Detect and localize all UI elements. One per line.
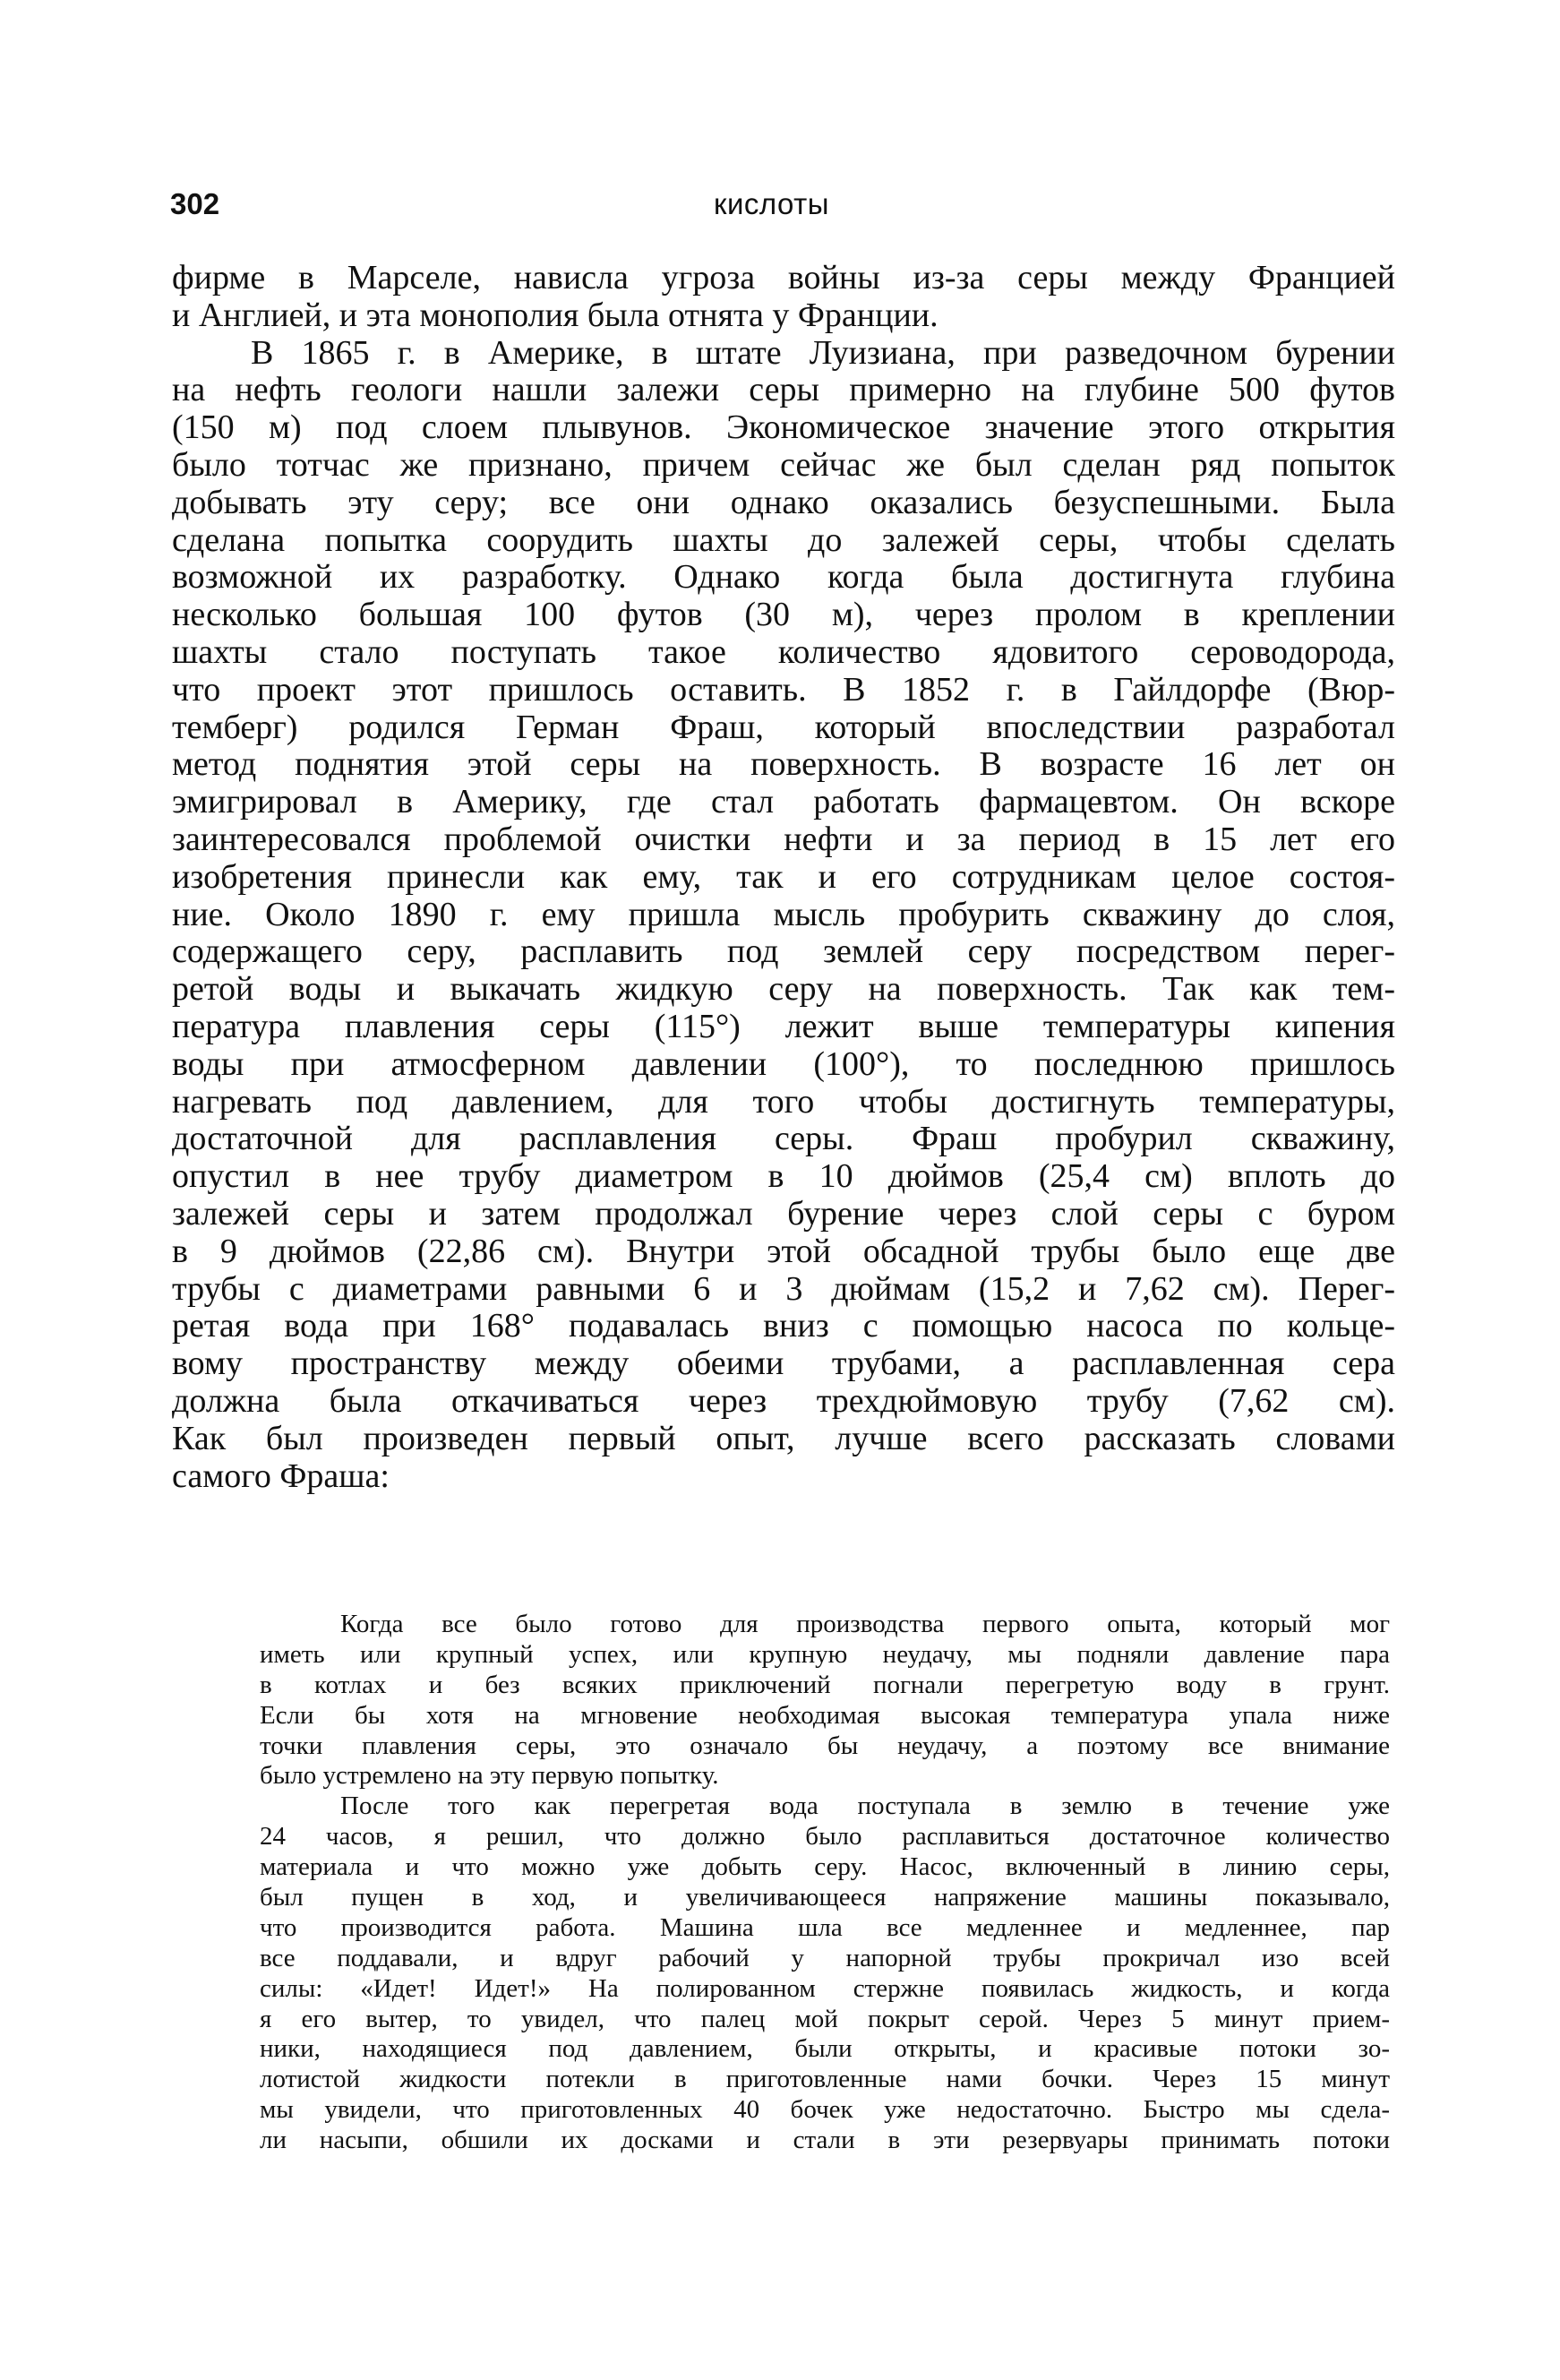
quote-line: Если бы хотя на мгновение необходимая высокая температура упала ниже [260, 1700, 1390, 1730]
text-line: воды при атмосферном давлении (100°), то последнюю пришлось [172, 1044, 1395, 1083]
text-line: эмигрировал в Америку, где стал работать фармацевтом. Он вскоре [172, 783, 1395, 821]
quote-line: Когда все было готово для производства первого опыта, который мог [340, 1610, 1390, 1638]
text-line: шахты стало поступать такое количество ядовитого сероводорода, [172, 632, 1395, 671]
running-head: кислоты [714, 187, 829, 220]
text-line: вому пространству между обеими трубами, а расплавленная сера [172, 1345, 1395, 1383]
quote-line: был пущен в ход, и увеличивающееся напряжение машины показывало, [260, 1883, 1390, 1912]
quote-line: 24 часов, я решил, что должно было расплавиться достаточное количество [260, 1822, 1390, 1852]
text-line: ретой воды и выкачать жидкую серу на поверхность. Так как тем- [172, 970, 1395, 1009]
quote-line: было устремлено на эту первую попытку. [260, 1761, 719, 1791]
text-line: и Англией, и эта монополия была отнята у Франции. [172, 296, 939, 334]
quotation-block [260, 1610, 1390, 2156]
text-line: добывать эту серу; все они однако оказались безуспешными. Была [172, 483, 1395, 521]
quote-line: лотистой жидкости потекли в приготовленные нами бочки. Через 15 минут [260, 2065, 1390, 2094]
text-line: несколько большая 100 футов (30 м), через пролом в креплении [172, 596, 1395, 634]
quote-line: все поддавали, и вдруг рабочий у напорной трубы прокричал изо всей [260, 1943, 1390, 1972]
text-line: трубы с диаметрами равными 6 и 3 дюймам (15,2 и 7,62 см). Перег- [172, 1269, 1395, 1308]
quote-line: После того как перегретая вода поступала в землю в течение уже [340, 1791, 1390, 1821]
text-line: Как был произведен первый опыт, лучше всего рассказать словами [172, 1419, 1395, 1457]
text-line: ние. Около 1890 г. ему пришла мысль пробурить скважину до слоя, [172, 895, 1395, 933]
text-line: метод поднятия этой серы на поверхность. В возрасте 16 лет он [172, 745, 1395, 784]
text-line: было тотчас же признано, причем сейчас же был сделан ряд попыток [172, 445, 1395, 484]
quote-line: мы увидели, что приготовленных 40 бочек уже недостаточно. Быстро мы сдела- [260, 2095, 1390, 2125]
main-text [172, 260, 1395, 1495]
text-line: в 9 дюймов (22,86 см). Внутри этой обсадной трубы было еще две [172, 1232, 1395, 1270]
text-line: нагревать под давлением, для того чтобы достигнуть температуры, [172, 1082, 1395, 1121]
text-line: залежей серы и затем продолжал бурение через слой серы с буром [172, 1194, 1395, 1233]
text-line: ретая вода при 168° подавалась вниз с помощью насоса по кольце- [172, 1307, 1395, 1345]
text-line: возможной их разработку. Однако когда была достигнута глубина [172, 558, 1395, 597]
quote-line: я его вытер, то увидел, что палец мой покрыт серой. Через 5 минут прием- [260, 2004, 1390, 2033]
quote-line: ники, находящиеся под давлением, были открыты, и красивые потоки зо- [260, 2034, 1390, 2064]
text-line: пература плавления серы (115°) лежит выше температуры кипения [172, 1007, 1395, 1045]
quote-line: что производится работа. Машина шла все медленнее и медленнее, пар [260, 1912, 1390, 1942]
quote-line: иметь или крупный успех, или крупную неудачу, мы подняли давление пара [260, 1639, 1390, 1669]
quote-line: силы: «Идет! Идет!» На полированном стержне появилась жидкость, и когда [260, 1973, 1390, 2003]
text-line: что проект этот пришлось оставить. В 1852 г. в Гайлдорфе (Вюр- [172, 670, 1395, 709]
text-line: должна была откачиваться через трехдюймовую трубу (7,62 см). [172, 1381, 1395, 1420]
text-line: содержащего серу, расплавить под землей серу посредством перег- [172, 932, 1395, 971]
text-line: опустил в нее трубу диаметром в 10 дюймов (25,4 см) вплоть до [172, 1157, 1395, 1196]
text-line: изобретения принесли как ему, так и его сотрудникам целое состоя- [172, 857, 1395, 896]
quote-line: ли насыпи, обшили их досками и стали в эти резервуары принимать потоки [260, 2126, 1390, 2155]
text-line: самого Фраша: [172, 1456, 390, 1495]
text-line: фирме в Марселе, нависла угроза войны из-за серы между Францией [172, 259, 1395, 296]
text-line: заинтересовался проблемой очистки нефти и за период в 15 лет его [172, 820, 1395, 858]
quote-line: точки плавления серы, это означало бы неудачу, а поэтому все внимание [260, 1731, 1390, 1760]
quote-line: в котлах и без всяких приключений погнали перегретую воду в грунт. [260, 1670, 1390, 1699]
text-line: сделана попытка соорудить шахты до залежей серы, чтобы сделать [172, 520, 1395, 559]
text-line: достаточной для расплавления серы. Фраш пробурил скважину, [172, 1120, 1395, 1158]
text-line: на нефть геологи нашли залежи серы примерно на глубине 500 футов [172, 371, 1395, 409]
text-line: В 1865 г. в Америке, в штате Луизиана, при разведочном бурении [251, 333, 1395, 372]
text-line: темберг) родился Герман Фраш, который впоследствии разработал [172, 708, 1395, 746]
text-line: (150 м) под слоем плывунов. Экономическое значение этого открытия [172, 408, 1395, 447]
page-number: 302 [170, 187, 220, 220]
quote-line: материала и что можно уже добыть серу. Насос, включенный в линию серы, [260, 1852, 1390, 1882]
